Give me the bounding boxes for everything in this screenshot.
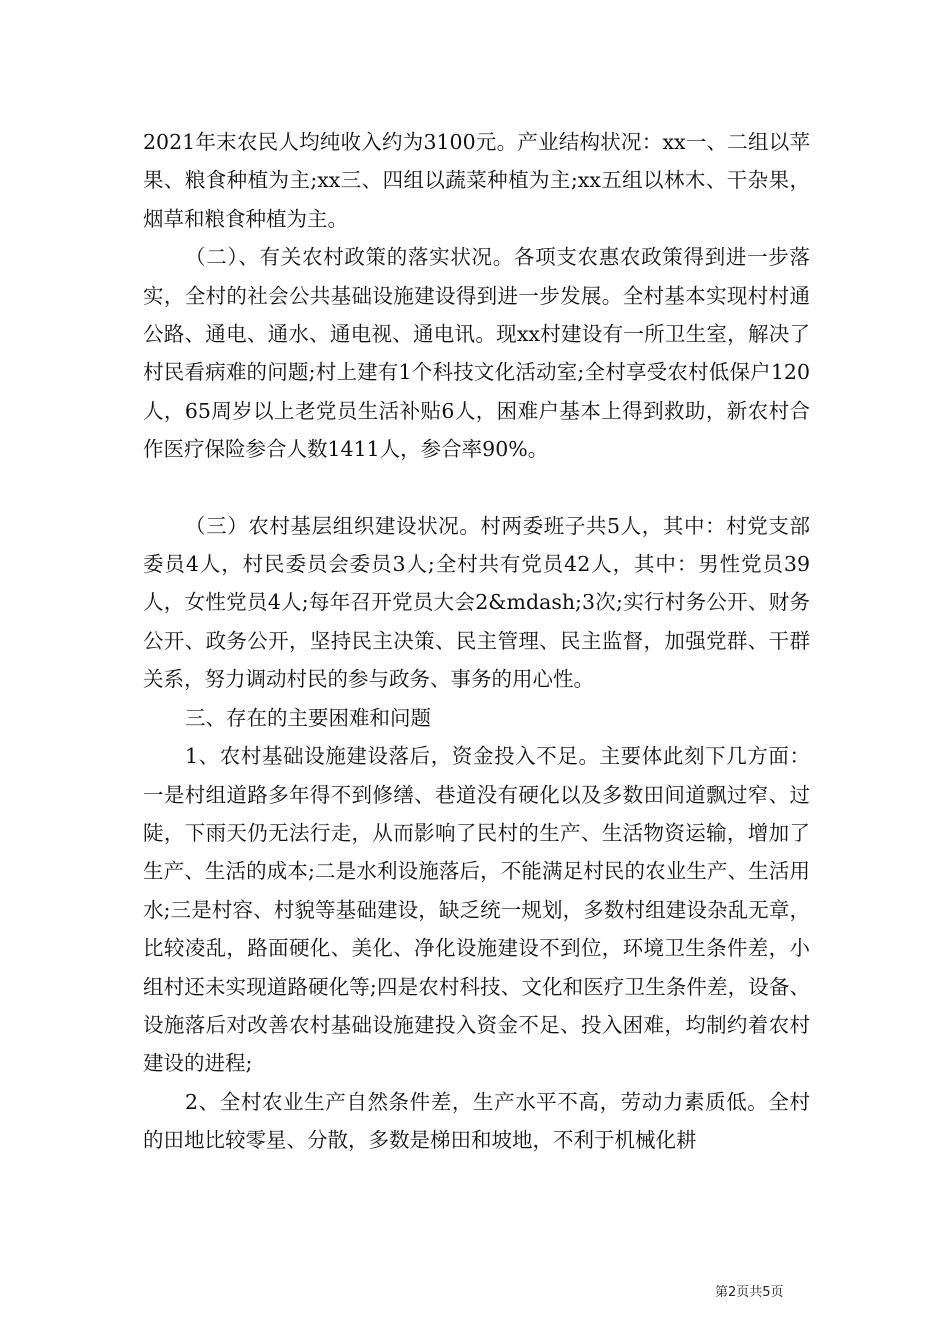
- page-number: 第2页共5页: [715, 1285, 784, 1300]
- paragraph-agriculture-conditions: 2、全村农业生产自然条件差，生产水平不高，劳动力素质低。全村的田地比较零星、分散，多数是梯田和坡地，不利于机械化耕: [143, 1089, 810, 1153]
- document-body: [143, 123, 810, 1160]
- section-heading-problems: 三、存在的主要困难和问题: [185, 705, 431, 730]
- paragraph-gap: [143, 469, 810, 507]
- paragraph-rural-policy: （二）、有关农村政策的落实状况。各项支农惠农政策得到进一步落实，全村的社会公共基础设施建设得到进一步发展。全村基本实现村村通公路、通电、通水、通电视、通电讯。现xx村建设有一所卫生室，解决了村民看病难的问题;村上建有1个科技文化活动室;全村享受农村低保户120人，65周岁以上老党员生活补贴6人，困难户基本上得到救助，新农村合作医疗保险参合人数1411人，参合率90%。: [143, 245, 810, 462]
- paragraph-grassroots-organization: （三）农村基层组织建设状况。村两委班子共5人，其中：村党支部委员4人，村民委员会委员3人;全村共有党员42人，其中：男性党员39人，女性党员4人;每年召开党员大会2&mdash;3次;实行村务公开、财务公开、政务公开，坚持民主决策、民主管理、民主监督，加强党群、干群关系，努力调动村民的参与政务、事务的用心性。: [143, 513, 810, 692]
- paragraph-infrastructure: 1、农村基础设施建设落后，资金投入不足。主要体此刻下几方面：一是村组道路多年得不到修缮、巷道没有硬化以及多数田间道飘过窄、过陡，下雨天仍无法行走，从而影响了民村的生产、生活物资运输，增加了生产、生活的成本;二是水利设施落后，不能满足村民的农业生产、生活用水;三是村容、村貌等基础建设，缺乏统一规划，多数村组建设杂乱无章，比较凌乱，路面硬化、美化、净化设施建设不到位，环境卫生条件差，小组村还未实现道路硬化等;四是农村科技、文化和医疗卫生条件差，设备、设施落后对改善农村基础设施建投入资金不足、投入困难，均制约着农村建设的进程;: [143, 744, 810, 1076]
- paragraph-income-structure: 2021年末农民人均纯收入约为3100元。产业结构状况：xx一、二组以苹果、粮食种植为主;xx三、四组以蔬菜种植为主;xx五组以林木、干杂果，烟草和粮食种植为主。: [143, 130, 810, 231]
